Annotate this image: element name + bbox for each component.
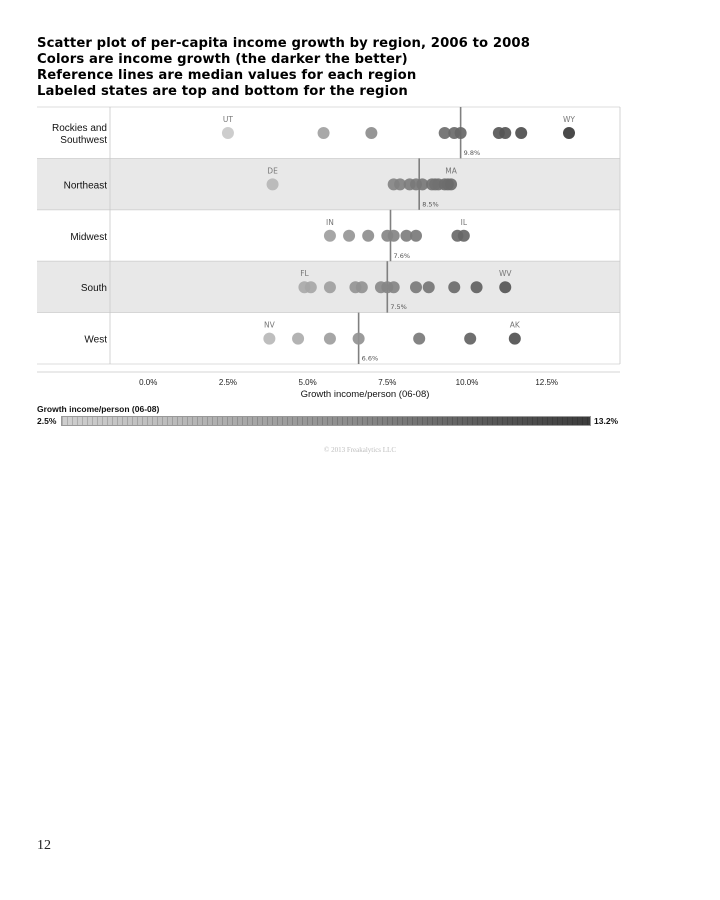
data-point (509, 333, 521, 345)
data-point (388, 230, 400, 242)
copyright-notice: © 2013 Freakalytics LLC (324, 446, 396, 454)
state-label-low: DE (267, 166, 278, 176)
state-label-low: UT (222, 115, 233, 124)
data-point (263, 333, 275, 345)
state-label-low: FL (300, 269, 309, 279)
data-point (324, 333, 336, 345)
data-point (318, 127, 330, 139)
x-tick-label: 5.0% (298, 378, 317, 387)
legend-title: Growth income/person (06-08) (37, 404, 160, 414)
region-label: Rockies and (51, 123, 107, 134)
median-label: 8.5% (422, 200, 439, 209)
data-point (292, 333, 304, 345)
data-point (343, 230, 355, 242)
data-point (222, 127, 234, 139)
state-label-low: IN (326, 217, 334, 227)
data-point (267, 178, 279, 190)
x-axis-title: Growth income/person (06-08) (300, 389, 430, 400)
region-label: Southwest (60, 135, 107, 146)
data-point (499, 127, 511, 139)
data-point (365, 127, 377, 139)
data-point (499, 281, 511, 293)
data-point (563, 127, 575, 139)
region-label: Northeast (63, 180, 107, 192)
title-line-1: Scatter plot of per-capita income growth by region, 2006 to 2008 (37, 36, 530, 51)
region-label: Midwest (70, 231, 107, 243)
data-point (305, 281, 317, 293)
x-tick-label: 12.5% (535, 378, 559, 387)
data-point (464, 333, 476, 345)
state-label-low: NV (264, 320, 275, 330)
x-tick-label: 10.0% (455, 378, 479, 387)
data-point (448, 281, 460, 293)
x-tick-label: 7.5% (378, 378, 397, 387)
title-line-2: Colors are income growth (the darker the better) (37, 52, 408, 67)
state-label-high: WY (563, 115, 575, 124)
data-point (353, 333, 365, 345)
data-point (515, 127, 527, 139)
page-number: 12 (37, 838, 51, 853)
median-label: 7.6% (393, 251, 411, 260)
region-label: West (84, 334, 107, 346)
legend-color-ramp (61, 416, 591, 426)
data-point (362, 230, 374, 242)
data-point (324, 281, 336, 293)
data-point (410, 281, 422, 293)
data-point (410, 230, 422, 242)
data-point (356, 281, 368, 293)
x-tick-label: 0.0% (139, 378, 158, 387)
legend-min-label: 2.5% (37, 416, 57, 426)
data-point (458, 230, 470, 242)
data-point (413, 333, 425, 345)
title-line-4: Labeled states are top and bottom for the region (37, 84, 408, 99)
region-label: South (80, 283, 107, 295)
data-point (445, 178, 457, 190)
title-line-3: Reference lines are median values for each region (37, 68, 417, 83)
region-band (37, 158, 620, 209)
data-point (455, 127, 467, 139)
state-label-high: IL (460, 217, 468, 227)
legend-max-label: 13.2% (594, 416, 619, 426)
data-point (388, 281, 400, 293)
data-point (324, 230, 336, 242)
x-tick-label: 2.5% (218, 378, 238, 387)
median-label: 9.8% (463, 149, 481, 157)
state-label-high: WV (498, 269, 512, 279)
state-label-high: AK (509, 320, 520, 330)
data-point (471, 281, 483, 293)
median-label: 7.5% (390, 303, 407, 312)
scatter-chart (0, 0, 720, 400)
state-label-high: MA (445, 166, 457, 176)
median-label: 6.6% (361, 354, 379, 363)
data-point (423, 281, 435, 293)
